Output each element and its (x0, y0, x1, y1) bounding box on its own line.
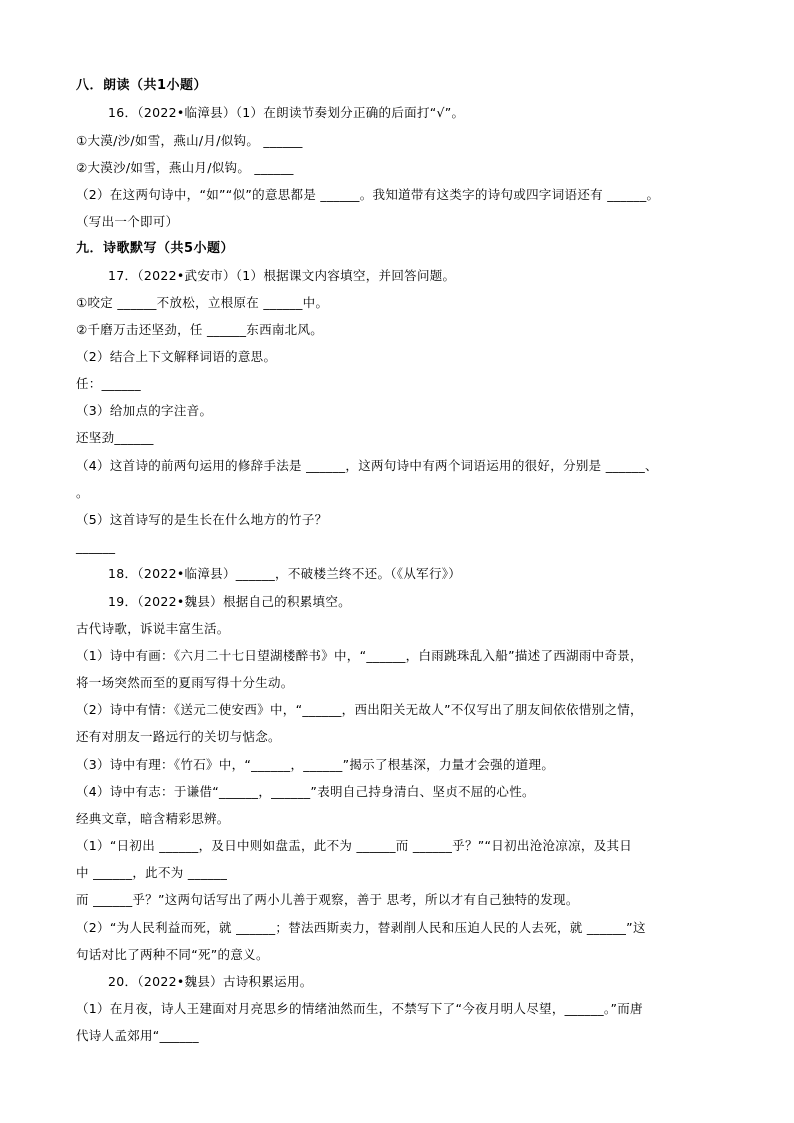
question-17-answer-blank: ______ (76, 539, 116, 554)
question-18: 18．（2022•临漳县）______，不破楼兰终不还。（《从军行》） (108, 566, 462, 581)
question-19-part-3: （3）诗中有理：《竹石》中，“______，______”揭示了根基深，力量才会强的道理。 (76, 757, 555, 772)
question-17-part-5: （5）这首诗写的是生长在什么地方的竹子？ (76, 512, 328, 527)
question-19-classics-2: （2）“为人民利益而死，就 ______；替法西斯卖力，替剥削人民和压迫人民的人去死，就 ______”这 (76, 920, 646, 935)
question-20-part-1: （1）在月夜，诗人王建面对月亮思乡的情绪油然而生，不禁写下了“今夜月明人尽望，______。”而唐 (76, 1001, 643, 1016)
question-19-classics-1-end: 而 ______乎？”这两句话写出了两小儿善于观察，善于 思考，所以才有自己独特的发现。 (76, 892, 579, 907)
question-19-part-2-cont: 还有对朋友一路远行的关切与惦念。 (76, 729, 281, 744)
question-19-classics-1-cont: 中 ______，此不为 ______ (76, 865, 228, 880)
question-17-part-4: （4）这首诗的前两句运用的修辞手法是 ______，这两句诗中有两个词语运用的很好，分别是 ______、 (76, 458, 658, 473)
question-19-part-1: （1）诗中有画：《六月二十七日望湖楼醉书》中，“______，白雨跳珠乱入船”描述了西湖雨中奇景， (76, 648, 643, 663)
question-16-part-2: （2）在这两句诗中，“如”“似”的意思都是 ______。我知道带有这类字的诗句或四字词语还有 ______。 (76, 187, 660, 202)
question-20-stem: 20．（2022•魏县）古诗积累运用。 (108, 974, 313, 989)
question-19-classics-2-cont: 句话对比了两种不同“死”的意义。 (76, 947, 269, 962)
section-heading-reading: 八．朗读（共1小题） (76, 78, 208, 93)
question-16-note: （写出一个即可） (76, 214, 179, 229)
question-17-ren: 任：______ (76, 376, 141, 391)
question-16-stem: 16．（2022•临漳县）（1）在朗读节奏划分正确的后面打“√”。 (108, 105, 465, 120)
question-19-classics: 经典文章，暗含精彩思辨。 (76, 811, 230, 826)
question-20-part-1-cont: 代诗人孟郊用“______ (76, 1028, 199, 1043)
question-17-line-1: ①咬定 ______不放松，立根原在 ______中。 (76, 295, 329, 310)
question-17-stem: 17．（2022•武安市）（1）根据课文内容填空，并回答问题。 (108, 268, 456, 283)
question-16-option-1: ①大漠/沙/如雪，燕山/月/似钩。 ______ (76, 133, 303, 148)
question-19-part-4: （4）诗中有志：于谦借“______，______”表明自己持身清白、坚贞不屈的心性。 (76, 784, 535, 799)
question-17-part-4-end: 。 (76, 485, 89, 500)
question-19-classics-1: （1）“日初出 ______，及日中则如盘盂，此不为 ______而 ______乎？”“日初出沧沧凉凉，及其日 (76, 838, 633, 853)
question-17-pinyin: 还坚劲______ (76, 430, 154, 445)
question-17-part-3: （3）给加点的字注音。 (76, 403, 213, 418)
question-19-intro: 古代诗歌，诉说丰富生活。 (76, 621, 230, 636)
question-17-line-2: ②千磨万击还坚劲，任 ______东西南北风。 (76, 322, 324, 337)
question-16-option-2: ②大漠沙/如雪，燕山月/似钩。 ______ (76, 160, 294, 175)
section-heading-poetry: 九．诗歌默写（共5小题） (76, 241, 235, 256)
question-17-part-2: （2）结合上下文解释词语的意思。 (76, 349, 277, 364)
question-19-part-2: （2）诗中有情：《送元二使安西》中，“______，西出阳关无故人”不仅写出了朋友间依依惜别之情， (76, 702, 643, 717)
question-19-part-1-cont: 将一场突然而至的夏雨写得十分生动。 (76, 675, 294, 690)
question-19-stem: 19．（2022•魏县）根据自己的积累填空。 (108, 594, 351, 609)
